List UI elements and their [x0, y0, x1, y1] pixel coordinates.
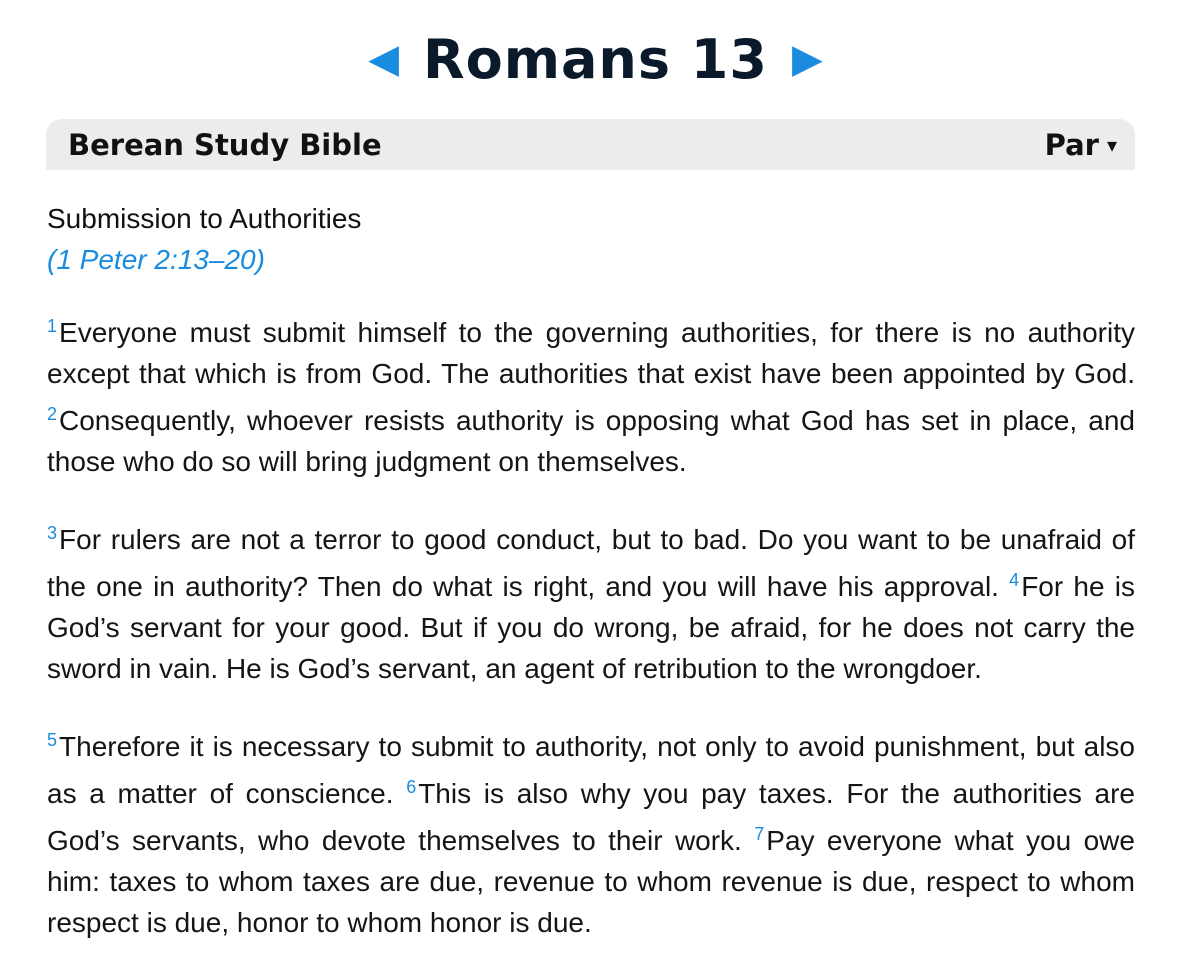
verse-number[interactable]: 4 — [1009, 570, 1020, 590]
paragraph — [47, 720, 1135, 943]
verse-number[interactable]: 6 — [406, 777, 417, 797]
verse-text: Pay everyone what you owe him: taxes to whom taxes are due, revenue to whom revenue is due, respect to whom respect is due, honor to whom honor is due. — [47, 825, 1135, 938]
verse-number[interactable]: 3 — [47, 523, 58, 543]
verse-number[interactable]: 7 — [754, 824, 765, 844]
paragraph — [47, 513, 1135, 689]
verse-text: Consequently, whoever resists authority is opposing what God has set in place, and those who do so will bring judgment on themselves. — [47, 405, 1135, 477]
section-heading: Submission to Authorities — [47, 203, 362, 234]
verse-text: Therefore it is necessary to submit to authority, not only to avoid punishment, but also as a matter of conscience. — [47, 731, 1135, 809]
caret-down-icon: ▾ — [1106, 132, 1117, 157]
previous-chapter-arrow-icon[interactable]: ◀ — [368, 36, 400, 82]
verse-text: This is also why you pay taxes. For the authorities are God’s servants, who devote themselves to their work. — [47, 778, 1135, 856]
chapter-content — [47, 198, 1135, 974]
verse-number[interactable]: 2 — [47, 404, 58, 424]
verse-number[interactable]: 5 — [47, 730, 58, 750]
chapter-title: Romans 13 — [423, 27, 768, 91]
parallel-label: Par — [1044, 127, 1099, 162]
verse-number[interactable]: 1 — [47, 316, 58, 336]
verse-text: For rulers are not a terror to good conduct, but to bad. Do you want to be unafraid of the one in authority? Then do what is right, and you will have his approval. — [47, 524, 1135, 602]
bible-version-link[interactable]: Berean Study Bible — [68, 127, 382, 162]
chapter-header — [0, 24, 1191, 94]
parallel-dropdown[interactable] — [1045, 128, 1117, 162]
paragraph — [47, 306, 1135, 482]
next-chapter-arrow-icon[interactable]: ▶ — [791, 36, 823, 82]
cross-reference-link[interactable]: (1 Peter 2:13–20) — [47, 244, 265, 275]
version-bar — [46, 119, 1135, 170]
verse-text: For he is God’s servant for your good. But if you do wrong, be afraid, for he does not carry the sword in vain. He is God’s servant, an agent of retribution to the wrongdoer. — [47, 571, 1135, 684]
verse-text: Everyone must submit himself to the governing authorities, for there is no authority except that which is from God. The authorities that exist have been appointed by God. — [47, 317, 1135, 389]
